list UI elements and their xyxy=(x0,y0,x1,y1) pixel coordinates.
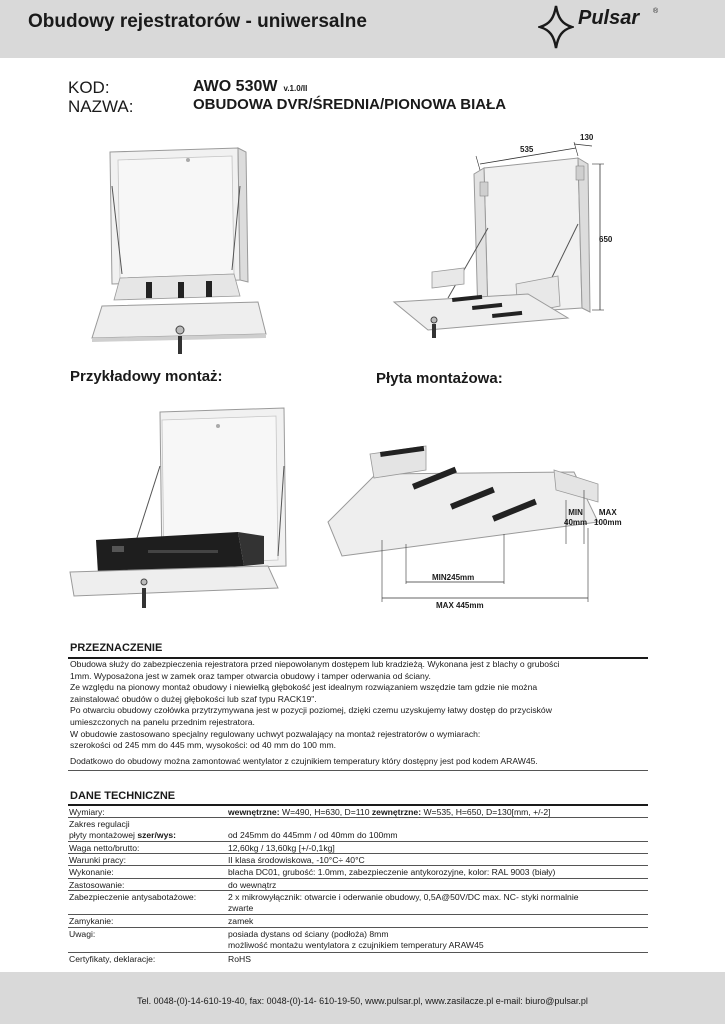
tech-label-text: płyty montażowej xyxy=(69,830,138,840)
dimension-depth-label: 130 xyxy=(580,133,594,142)
min-width-label: MIN245mm xyxy=(432,573,475,582)
tech-table xyxy=(68,806,648,966)
tech-value-bold: wewnętrzne: xyxy=(228,807,280,817)
purpose-line: Po otwarciu obudowy czołówka przytrzymywana jest w pozycji poziomej, dzięki czemu uzyskujemy łatwy dostęp do przycisków xyxy=(70,705,552,716)
purpose-bottom-rule xyxy=(68,770,648,771)
purpose-title: PRZEZNACZENIE xyxy=(70,642,163,654)
table-row xyxy=(68,866,648,879)
example-mounting-caption: Przykładowy montaż: xyxy=(70,368,223,385)
tech-value: do wewnątrz xyxy=(228,880,277,890)
example-mounting-photo xyxy=(68,406,294,624)
table-row xyxy=(68,842,648,854)
max-height-label xyxy=(594,508,622,528)
dimension-width-label: 535 xyxy=(520,145,534,154)
tech-label: Uwagi: xyxy=(69,929,96,939)
tech-label: Warunki pracy: xyxy=(69,855,126,865)
tech-value: posiada dystans od ściany (podłoża) 8mm xyxy=(228,929,389,939)
tech-value: możliwość montażu wentylatora z czujnikiem temperatury ARAW45 xyxy=(228,940,484,950)
dimension-height-label: 650 xyxy=(599,235,613,244)
max-height-title: MAX xyxy=(598,508,617,517)
tech-label: Wymiary: xyxy=(69,807,105,817)
min-height-label xyxy=(564,508,587,528)
tech-value xyxy=(228,807,551,817)
purpose-line: Ze względu na pionowy montaż obudowy i niewielką głębokość jest idealnym rozwiązaniem wszędzie tam gdzie nie można xyxy=(70,682,538,693)
logo-registered-mark: ® xyxy=(653,8,659,15)
mounting-plate-drawing xyxy=(326,444,606,614)
tech-label: Zastosowanie: xyxy=(69,880,125,890)
purpose-line: szerokości od 245 mm do 445 mm, wysokości: od 40 mm do 100 mm. xyxy=(70,740,337,751)
tech-label: Wykonanie: xyxy=(69,867,114,877)
enclosure-dimensions-drawing xyxy=(388,138,618,350)
purpose-line: zainstalować obudów o dużej głębokości lub szaf typu RACK19". xyxy=(70,693,317,704)
tech-value: od 245mm do 445mm / od 40mm do 100mm xyxy=(228,830,398,840)
product-code xyxy=(193,78,307,96)
enclosure-open-front-photo xyxy=(88,146,268,364)
tech-value: RoHS xyxy=(228,954,251,964)
logo-text: Pulsar xyxy=(578,7,640,29)
tech-title: DANE TECHNICZNE xyxy=(70,790,176,802)
min-height-title: MIN xyxy=(568,508,583,517)
tech-value: blacha DC01, grubość: 1.0mm, zabezpieczenie antykorozyjne, kolor: RAL 9003 (biały) xyxy=(228,867,556,877)
table-row xyxy=(68,806,648,818)
tech-label xyxy=(69,830,176,840)
product-name: OBUDOWA DVR/ŚREDNIA/PIONOWA BIAŁA xyxy=(193,96,507,113)
max-height-value: 100mm xyxy=(594,518,622,527)
tech-label: Waga netto/brutto: xyxy=(69,843,140,853)
purpose-line: Obudowa służy do zabezpieczenia rejestratora przed niepowołanym dostępem lub kradzieżą. Wykonana jest z blachy o grubości xyxy=(70,659,560,669)
tech-value: 12,60kg / 13,60kg [+/-0,1kg] xyxy=(228,843,335,853)
table-row xyxy=(68,891,648,915)
tech-value: zwarte xyxy=(228,903,254,913)
max-width-label: MAX 445mm xyxy=(436,601,484,610)
tech-value-text: W=490, H=630, D=110 xyxy=(279,807,372,817)
product-version: v.1.0/II xyxy=(283,84,308,93)
tech-value-text: W=535, H=650, D=130[mm, +/-2] xyxy=(421,807,551,817)
table-row xyxy=(68,953,648,966)
table-row xyxy=(68,879,648,891)
tech-label: Zabezpieczenie antysabotażowe: xyxy=(69,892,197,902)
pulsar-logo xyxy=(538,4,668,50)
tech-value: zamek xyxy=(228,916,254,926)
purpose-line: Dodatkowo do obudowy można zamontować wentylator z czujnikiem temperatury który dostępny jest pod kodem ARAW45. xyxy=(70,755,538,766)
purpose-text xyxy=(70,659,650,767)
tech-label: Zakres regulacji xyxy=(69,819,130,829)
table-row xyxy=(68,928,648,953)
table-row xyxy=(68,818,648,842)
purpose-line: umieszczonych na panelu przednim rejestratora. xyxy=(70,716,255,727)
tech-value-bold: zewnętrzne: xyxy=(371,807,422,817)
product-code-value: AWO 530W xyxy=(193,78,278,95)
mounting-plate-caption: Płyta montażowa: xyxy=(376,370,503,387)
tech-value: II klasa środowiskowa, -10°C÷ 40°C xyxy=(228,855,365,865)
document-title: Obudowy rejestratorów - uniwersalne xyxy=(28,11,367,32)
tech-label-bold: szer/wys: xyxy=(137,830,177,840)
purpose-line: W obudowie zastosowano specjalny regulowany uchwyt pozwalający na montaż rejestratorów o wymiarach: xyxy=(70,728,481,739)
footer-contact: Tel. 0048-(0)-14-610-19-40, fax: 0048-(0)-14- 610-19-50, www.pulsar.pl, www.zasilacze.pl e-mail: biuro@pulsar.pl xyxy=(137,996,588,1006)
table-row xyxy=(68,915,648,928)
tech-label: Zamykanie: xyxy=(69,916,114,926)
table-row xyxy=(68,854,648,866)
name-label: NAZWA: xyxy=(68,97,134,116)
code-label: KOD: xyxy=(68,78,110,97)
tech-label: Certyfikaty, deklaracje: xyxy=(69,954,156,964)
min-height-value: 40mm xyxy=(564,518,588,527)
pulsar-star-icon xyxy=(538,4,574,50)
purpose-line: 1mm. Wyposażona jest w zamek oraz tamper otwarcia obudowy i tamper oderwania od ściany. xyxy=(70,670,431,681)
tech-value: 2 x mikrowyłącznik: otwarcie i oderwanie obudowy, 0,5A@50V/DC max. NC- styki normalnie xyxy=(228,892,579,902)
